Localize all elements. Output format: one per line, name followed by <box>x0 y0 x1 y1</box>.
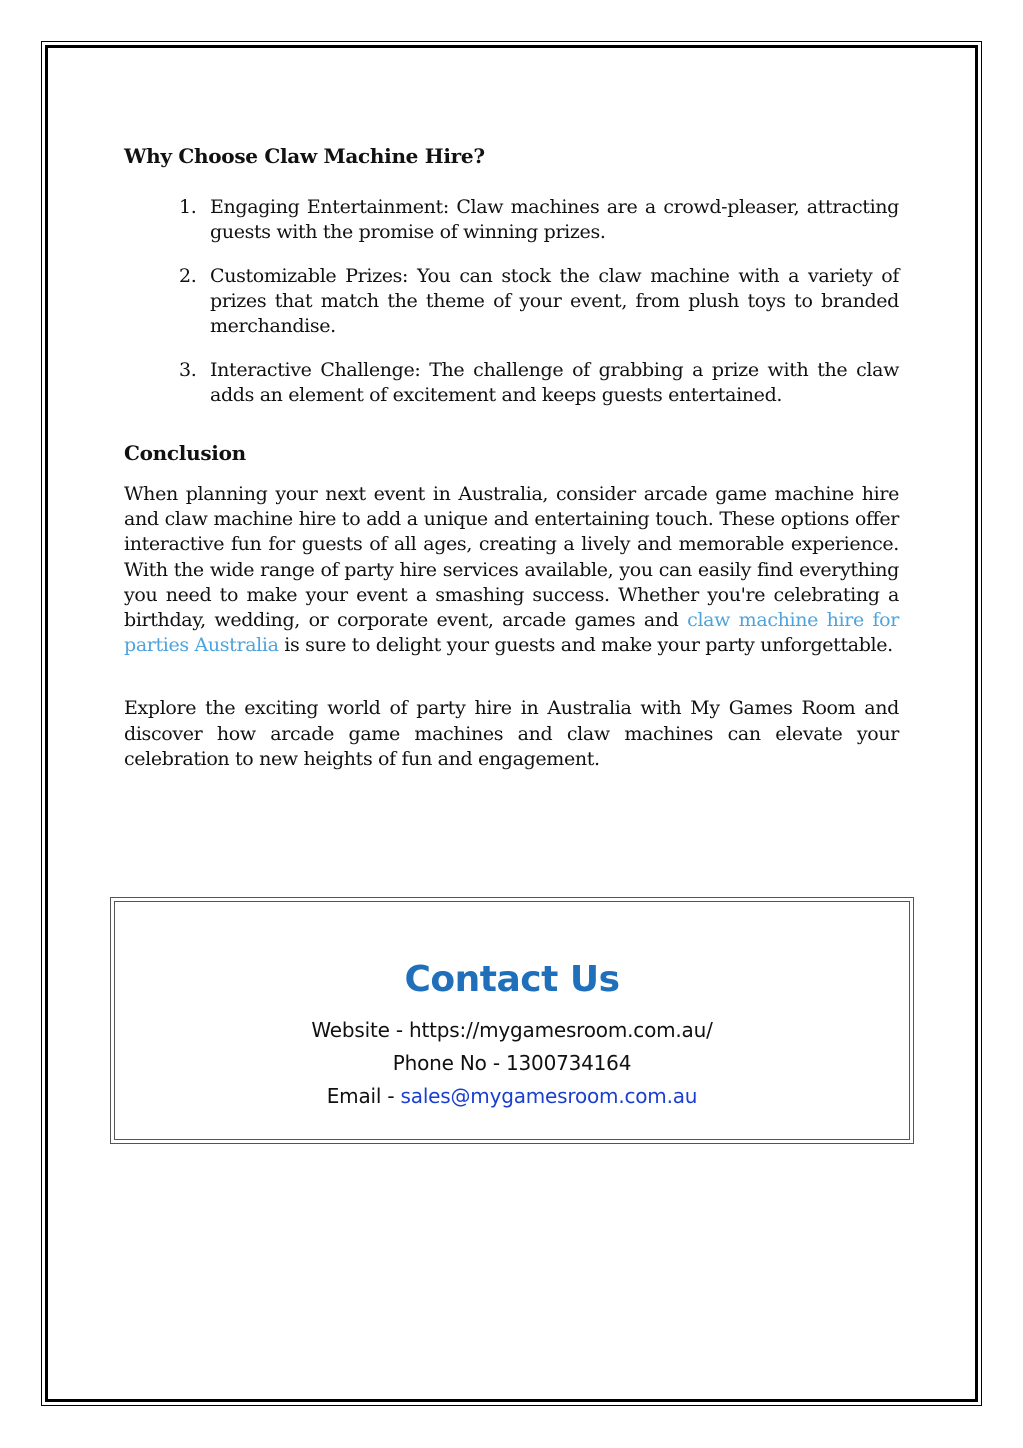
list-item <box>124 264 899 339</box>
explore-paragraph: Explore the exciting world of party hire in Australia with My Games Room and discover how arcade game machines and claw machines can elevate your celebration to new heights of fun and engagement. <box>124 697 899 770</box>
contact-email-link[interactable]: sales@mygamesroom.com.au <box>400 1084 698 1108</box>
contact-email-label: Email - <box>326 1084 401 1108</box>
list-item <box>124 195 899 245</box>
list-item-text: Customizable Prizes: You can stock the claw machine with a variety of prizes that match the theme of your event, from plush toys to branded merchandise. <box>210 265 899 337</box>
contact-lines <box>111 1014 913 1113</box>
contact-box <box>110 897 914 1144</box>
claw-machine-hire-link[interactable]: claw machine hire for parties Australia <box>124 609 899 657</box>
section-heading-why-choose: Why Choose Claw Machine Hire? <box>124 144 485 168</box>
list-item-number: 2. <box>179 265 197 287</box>
list-item-number: 3. <box>179 359 197 381</box>
list-item-text: Engaging Entertainment: Claw machines are a crowd-pleaser, attracting guests with the promise of winning prizes. <box>210 196 899 243</box>
section-heading-conclusion: Conclusion <box>124 441 246 465</box>
reasons-list <box>124 195 899 408</box>
contact-phone: Phone No - 1300734164 <box>392 1051 632 1075</box>
contact-content <box>111 958 913 1113</box>
conclusion-paragraph <box>124 482 899 658</box>
document-body <box>124 141 899 772</box>
conclusion-text-start: When planning your next event in Australia, consider arcade game machine hire and claw machine hire to add a unique and entertaining touch. These options offer interactive fun for guests of all ages, creating a lively and memorable experience. With the wide range of party hire services available, you can easily find everything you need to make your event a smashing success. Whether you're celebrating a birthday, wedding, or corporate event, arcade games and <box>124 483 899 632</box>
list-item <box>124 358 899 408</box>
contact-title: Contact Us <box>404 959 620 1000</box>
contact-website[interactable]: Website - https://mygamesroom.com.au/ <box>311 1018 713 1042</box>
list-item-number: 1. <box>179 196 197 218</box>
conclusion-text-end: is sure to delight your guests and make your party unforgettable. <box>278 634 893 657</box>
contact-email <box>111 1080 913 1113</box>
list-item-text: Interactive Challenge: The challenge of grabbing a prize with the claw adds an element of excitement and keeps guests entertained. <box>210 359 899 406</box>
